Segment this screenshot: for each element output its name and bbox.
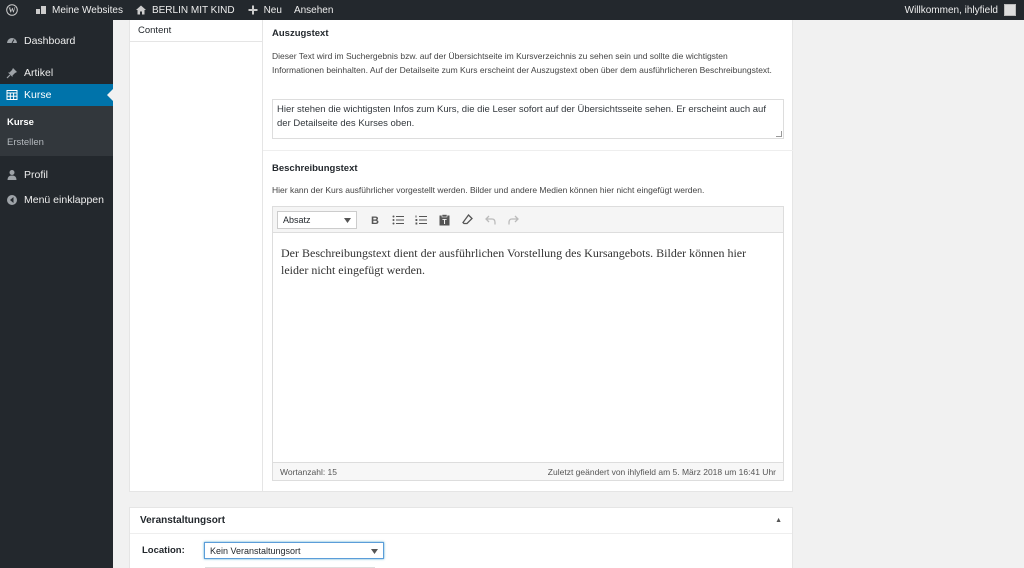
sites-icon (35, 4, 47, 16)
section-divider (263, 150, 793, 151)
excerpt-text: Hier stehen die wichtigsten Infos zum Kurs, die die Leser sofort auf der Übersichtsseite sehen. Er erscheint auch auf der Detailseite des Kurses oben. (277, 104, 766, 129)
sidebar-item-label: Artikel (24, 67, 54, 79)
view-label: Ansehen (293, 4, 334, 16)
rich-text-editor (272, 206, 784, 481)
sidebar-item-profile[interactable] (0, 164, 113, 186)
wordpress-logo[interactable] (0, 0, 29, 20)
redo-icon[interactable] (502, 210, 524, 230)
tab-content[interactable]: Content (130, 20, 262, 42)
format-select-value: Absatz (283, 214, 311, 225)
new-label: Neu (263, 4, 282, 16)
course-content-box (129, 20, 793, 492)
avatar (1004, 4, 1016, 16)
format-select[interactable] (277, 211, 357, 229)
sidebar-item-dashboard[interactable] (0, 30, 113, 52)
sidebar-item-label: Dashboard (24, 35, 76, 47)
courses-submenu (0, 106, 113, 156)
editor-toolbar (273, 207, 783, 233)
location-select[interactable] (204, 542, 384, 559)
svg-text:B: B (371, 215, 379, 225)
svg-text:T: T (441, 218, 447, 226)
venue-title: Veranstaltungsort (140, 515, 226, 526)
site-name-menu[interactable] (129, 0, 241, 20)
paste-text-icon[interactable] (433, 210, 455, 230)
wordpress-icon (6, 4, 18, 16)
excerpt-textarea[interactable] (272, 99, 784, 139)
plus-icon (247, 4, 259, 16)
description-title: Beschreibungstext (272, 163, 358, 174)
sidebar-item-label: Kurse (24, 89, 52, 101)
admin-sidebar (0, 20, 113, 568)
editor-statusbar (273, 462, 783, 480)
svg-text:W: W (8, 6, 16, 15)
calendar-grid-icon (6, 89, 18, 101)
editor-content-area[interactable]: Der Beschreibungstext dient der ausführlichen Vorstellung des Kursangebots. Bilder können hier leider nicht eingefügt werden. (281, 246, 747, 277)
submenu-item-create[interactable]: Erstellen (7, 136, 44, 148)
sidebar-item-courses[interactable] (0, 84, 113, 106)
venue-metabox (129, 507, 793, 568)
tabs-column (130, 20, 263, 491)
location-row (142, 542, 384, 559)
resize-handle-icon[interactable] (776, 131, 782, 137)
admin-bar (0, 0, 1024, 20)
dashboard-icon (6, 35, 18, 47)
chevron-down-icon (371, 546, 378, 556)
collapse-menu-button[interactable] (0, 189, 113, 211)
collapse-arrow-icon (6, 194, 18, 206)
venue-header[interactable] (130, 508, 792, 534)
location-label: Location: (142, 545, 185, 556)
description-help: Hier kann der Kurs ausführlicher vorgestellt werden. Bilder und andere Medien können hier nicht eingefügt werden. (272, 185, 705, 195)
eraser-icon[interactable] (456, 210, 478, 230)
last-modified: Zuletzt geändert von ihlyfield am 5. März 2018 um 16:41 Uhr (547, 466, 776, 477)
word-count: Wortanzahl: 15 (280, 466, 338, 477)
welcome-text: Willkommen, ihlyfield (904, 4, 998, 16)
bullet-list-icon[interactable] (387, 210, 409, 230)
undo-icon[interactable] (479, 210, 501, 230)
sidebar-item-posts[interactable] (0, 62, 113, 84)
chevron-down-icon (344, 215, 351, 225)
my-sites-label: Meine Websites (52, 4, 123, 16)
excerpt-description: Dieser Text wird im Suchergebnis bzw. auf der Übersichtseite im Kursverzeichnis zu sehen sein und sollte die wichtigsten Informationen beinhalten. Auf der Detailseite zum Kurs erscheint der Auszugstext oben über dem ausführlicheren Beschreibungstext. (272, 51, 772, 75)
site-name-label: BERLIN MIT KIND (151, 4, 235, 16)
home-icon (135, 4, 147, 16)
submenu-item-courses[interactable]: Kurse (7, 116, 34, 128)
user-icon (6, 169, 18, 181)
collapse-toggle-icon[interactable]: ▲ (775, 517, 782, 524)
pin-icon (6, 67, 18, 79)
new-content-menu[interactable] (241, 0, 288, 20)
numbered-list-icon[interactable] (410, 210, 432, 230)
sidebar-item-label: Profil (24, 169, 48, 181)
location-select-value: Kein Veranstaltungsort (210, 545, 301, 556)
excerpt-title: Auszugstext (272, 28, 329, 39)
account-menu[interactable] (905, 4, 1024, 16)
bold-icon[interactable] (364, 210, 386, 230)
my-sites-menu[interactable] (29, 0, 129, 20)
view-link[interactable] (288, 0, 339, 20)
collapse-label: Menü einklappen (24, 194, 104, 206)
